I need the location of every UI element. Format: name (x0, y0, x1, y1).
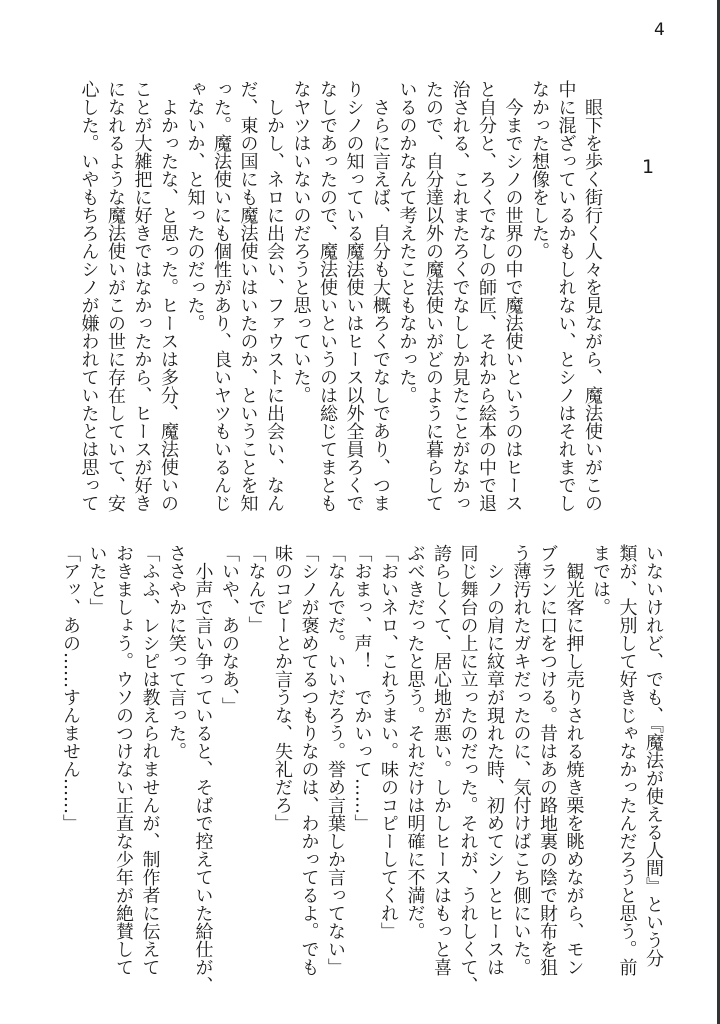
text-line: 誇らしくて、居心地が悪い。しかしヒースはもっと喜 (431, 544, 452, 976)
text-line: 「なんでだ。いいだろう。誉め言葉しか言ってない」 (325, 544, 346, 976)
text-line: 同じ舞台の上に立ったのだった。それが、うれしくて、 (457, 544, 479, 994)
text-line: シノの肩に紋章が現れた時、初めてシノとヒースは (484, 544, 505, 976)
text-line: 「なんで」 (245, 544, 267, 634)
text-line: いないけれど、でも、『魔法が使える人間』という分 (643, 544, 664, 967)
text-line: 「おいネロ、これうまい。味のコピーしてくれ」 (378, 544, 399, 940)
text-line: 「シノが褒めてるつもりなのは、わかってるよ。でも (298, 544, 320, 976)
text-line: う薄汚れたガキだったのに、気付けばこち側にいた。 (510, 544, 532, 976)
text-line: なしであったので、魔法使いというのは総じてまとも (317, 80, 338, 512)
text-line: いたと」 (86, 544, 108, 616)
text-line: いるのかなんて考えたこともなかった。 (396, 80, 418, 404)
text-line: 「アッ、あの……すんません……」 (60, 544, 81, 832)
text-line: ぶべきだったと思う。それだけは明確に不満だ。 (404, 544, 426, 940)
text-line: った。魔法使いにも個性があり、良いヤツもいるんじ (211, 80, 232, 512)
text-line: 眼下を歩く街行く人々を見ながら、魔法使いがこの (582, 80, 603, 512)
text-line: おきましょう。ウソのつけない正直な少年が絶賛して (113, 544, 134, 976)
text-line: 「ふふ、レシピは教えられませんが、制作者に伝えて (139, 544, 161, 976)
text-line: よかったな、と思った。ヒースは多分、魔法使いの (158, 80, 179, 512)
text-line: たので、自分達以外の魔法使いがどのように暮らして (423, 80, 444, 512)
upper-text-block (75, 80, 605, 512)
text-line: しかし、ネロに出会い、ファウストに出会い、なん (264, 80, 285, 512)
lower-text-block (57, 544, 667, 994)
text-line: 「いや、あのなあ、」 (219, 544, 240, 715)
page-number: 4 (654, 20, 665, 40)
text-line: 心した。いやもちろんシノが嫌われていたとは思って (78, 80, 100, 512)
text-line: 観光客に押し売りされる焼き栗を眺めながら、モン (563, 544, 585, 976)
text-line: になれるような魔法使いがこの世に存在していて、安 (105, 80, 126, 512)
text-line: 小声で言い争っていると、そばで控えていた給仕が、 (192, 544, 214, 994)
text-line: 治される、これまたろくでなししか見たことがなかっ (449, 80, 471, 512)
text-line: ブランに口をつける。昔はあの路地裏の陰で財布を狙 (537, 544, 558, 976)
text-line: 中に混ざっているかもしれない、とシノはそれまでし (555, 80, 577, 512)
text-line: なヤツはいないのだろうと思っていた。 (290, 80, 312, 404)
text-line: ささやかに笑って言った。 (166, 544, 187, 760)
text-line: 類が、大別して好きじゃなかったんだろうと思う。前 (616, 544, 638, 976)
text-line: ゃないか、と知ったのだった。 (184, 80, 206, 332)
text-line: だ、東の国にも魔法使いはいたのか、ということを知 (237, 80, 259, 512)
text-line: りシノの知っている魔法使いはヒース以外全員ろくで (343, 80, 365, 512)
text-line: 味のコピーとか言うな、失礼だろ」 (272, 544, 293, 832)
text-line: までは。 (590, 544, 611, 616)
text-line: ことが大雑把に好きではなかったから、ヒースが好き (131, 80, 153, 512)
chapter-heading: 1 (642, 156, 655, 178)
text-line: さらに言えば、自分も大概ろくでなしであり、つま (370, 80, 391, 512)
text-line: 「おまっ、声！ でかいって……」 (351, 544, 373, 832)
text-line: なかった想像をした。 (529, 80, 550, 260)
text-line: 今までシノの世界の中で魔法使いというのはヒース (502, 80, 524, 512)
text-line: と自分と、ろくでなしの師匠、それから絵本の中で退 (476, 80, 497, 512)
